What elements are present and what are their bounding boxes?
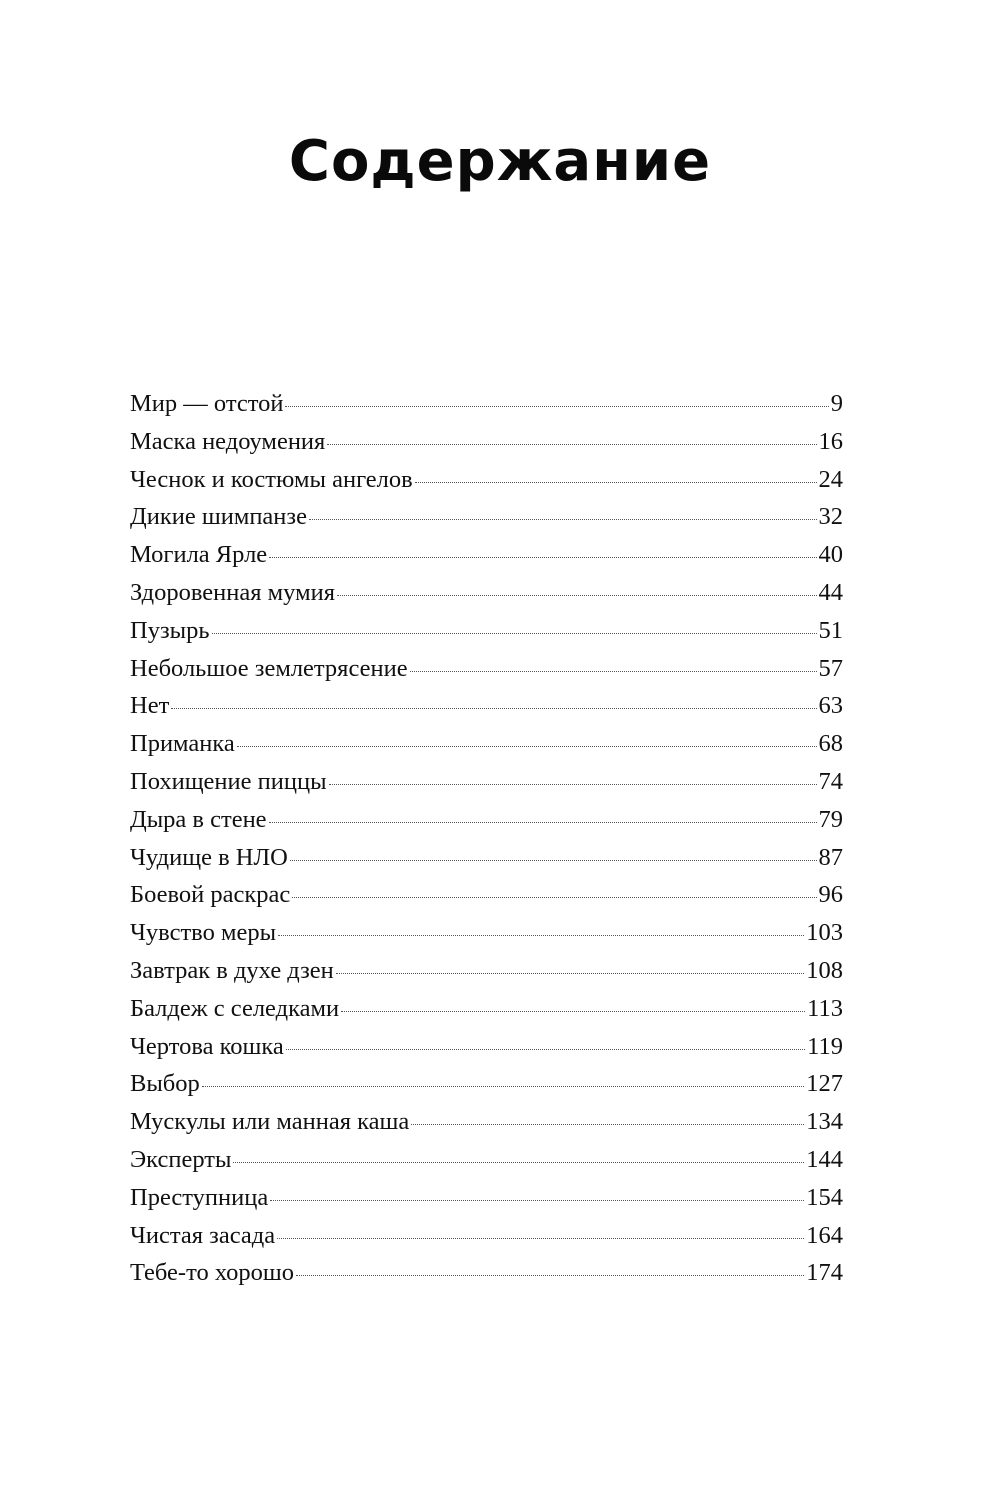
toc-entry-page: 96	[818, 881, 843, 909]
toc-entry-title: Мускулы или манная каша	[130, 1108, 410, 1136]
toc-entry-title: Пузырь	[130, 616, 210, 644]
toc-entry	[130, 876, 843, 914]
toc-entry-title: Завтрак в духе дзен	[130, 956, 334, 984]
toc-entry-title: Здоровенная мумия	[130, 578, 335, 606]
toc-entry-title: Могила Ярле	[130, 541, 268, 569]
toc-entry-page: 40	[818, 541, 843, 569]
toc-dot-leader	[285, 406, 828, 407]
toc-entry	[130, 1179, 843, 1217]
toc-entry	[130, 574, 843, 612]
toc-entry-title: Эксперты	[130, 1145, 232, 1173]
toc-dot-leader	[290, 860, 817, 861]
toc-dot-leader	[269, 557, 816, 558]
toc-dot-leader	[269, 822, 817, 823]
toc-dot-leader	[415, 482, 817, 483]
toc-entry	[130, 687, 843, 725]
toc-dot-leader	[270, 1200, 804, 1201]
toc-entry	[130, 1065, 843, 1103]
toc-entry-title: Преступница	[130, 1183, 269, 1211]
toc-dot-leader	[292, 897, 816, 898]
toc-dot-leader	[277, 1238, 804, 1239]
toc-dot-leader	[296, 1275, 804, 1276]
toc-entry	[130, 461, 843, 499]
toc-entry-title: Маска недоумения	[130, 427, 326, 455]
toc-entry	[130, 423, 843, 461]
toc-dot-leader	[309, 519, 817, 520]
toc-dot-leader	[329, 784, 817, 785]
toc-entry-page: 51	[818, 616, 843, 644]
toc-dot-leader	[327, 444, 816, 445]
toc-entry-title: Дикие шимпанзе	[130, 503, 307, 531]
toc-entry-page: 134	[806, 1108, 843, 1136]
toc-entry-page: 108	[806, 956, 843, 984]
toc-dot-leader	[336, 973, 805, 974]
toc-entry-title: Чудище в НЛО	[130, 843, 288, 871]
toc-entry	[130, 801, 843, 839]
toc-entry-page: 174	[806, 1259, 843, 1287]
toc-entry	[130, 763, 843, 801]
toc-entry-title: Балдеж с селедками	[130, 994, 340, 1022]
toc-entry-title: Похищение пиццы	[130, 767, 327, 795]
toc-entry-page: 164	[806, 1221, 843, 1249]
toc-dot-leader	[286, 1049, 805, 1050]
toc-dot-leader	[411, 1124, 804, 1125]
toc-dot-leader	[341, 1011, 805, 1012]
table-of-contents	[130, 385, 843, 1292]
page-title: Содержание	[288, 129, 712, 194]
toc-entry-page: 16	[818, 427, 843, 455]
toc-entry-title: Тебе-то хорошо	[130, 1259, 295, 1287]
toc-entry	[130, 650, 843, 688]
toc-entry	[130, 1254, 843, 1292]
toc-entry-title: Приманка	[130, 730, 235, 758]
toc-entry-title: Мир — отстой	[130, 390, 284, 417]
toc-entry	[130, 612, 843, 650]
toc-entry-page: 119	[807, 1032, 843, 1060]
toc-entry-page: 127	[806, 1070, 843, 1098]
toc-entry	[130, 536, 843, 574]
toc-entry-title: Чеснок и костюмы ангелов	[130, 465, 413, 493]
toc-entry-page: 113	[807, 994, 843, 1022]
toc-entry-page: 74	[818, 767, 843, 795]
toc-dot-leader	[233, 1162, 804, 1163]
toc-dot-leader	[337, 595, 817, 596]
toc-entry	[130, 1103, 843, 1141]
toc-entry-title: Чувство меры	[130, 919, 277, 947]
toc-dot-leader	[237, 746, 817, 747]
toc-dot-leader	[212, 633, 817, 634]
toc-entry	[130, 914, 843, 952]
toc-entry-page: 44	[818, 578, 843, 606]
toc-entry-page: 24	[818, 465, 843, 493]
toc-entry	[130, 839, 843, 877]
toc-entry-page: 87	[818, 843, 843, 871]
toc-entry-title: Дыра в стене	[130, 805, 267, 833]
toc-entry	[130, 1028, 843, 1066]
toc-entry-title: Чистая засада	[130, 1221, 276, 1249]
toc-entry-title: Боевой раскрас	[130, 881, 291, 909]
toc-entry	[130, 725, 843, 763]
toc-entry-page: 9	[830, 390, 843, 417]
toc-entry-page: 68	[818, 730, 843, 758]
toc-entry-page: 57	[818, 654, 843, 682]
toc-entry-page: 103	[806, 919, 843, 947]
toc-entry-page: 32	[818, 503, 843, 531]
toc-entry	[130, 1141, 843, 1179]
toc-dot-leader	[171, 708, 816, 709]
toc-dot-leader	[278, 935, 804, 936]
toc-entry-title: Небольшое землетрясение	[130, 654, 408, 682]
toc-dot-leader	[410, 671, 817, 672]
toc-entry-page: 144	[806, 1145, 843, 1173]
toc-entry	[130, 385, 843, 423]
toc-entry	[130, 952, 843, 990]
toc-entry-title: Нет	[130, 692, 170, 720]
toc-entry	[130, 498, 843, 536]
toc-entry-page: 154	[806, 1183, 843, 1211]
toc-entry-title: Чертова кошка	[130, 1032, 284, 1060]
toc-entry	[130, 1217, 843, 1255]
toc-entry-page: 63	[818, 692, 843, 720]
toc-entry-title: Выбор	[130, 1070, 200, 1098]
toc-dot-leader	[202, 1086, 804, 1087]
toc-entry-page: 79	[818, 805, 843, 833]
toc-entry	[130, 990, 843, 1028]
